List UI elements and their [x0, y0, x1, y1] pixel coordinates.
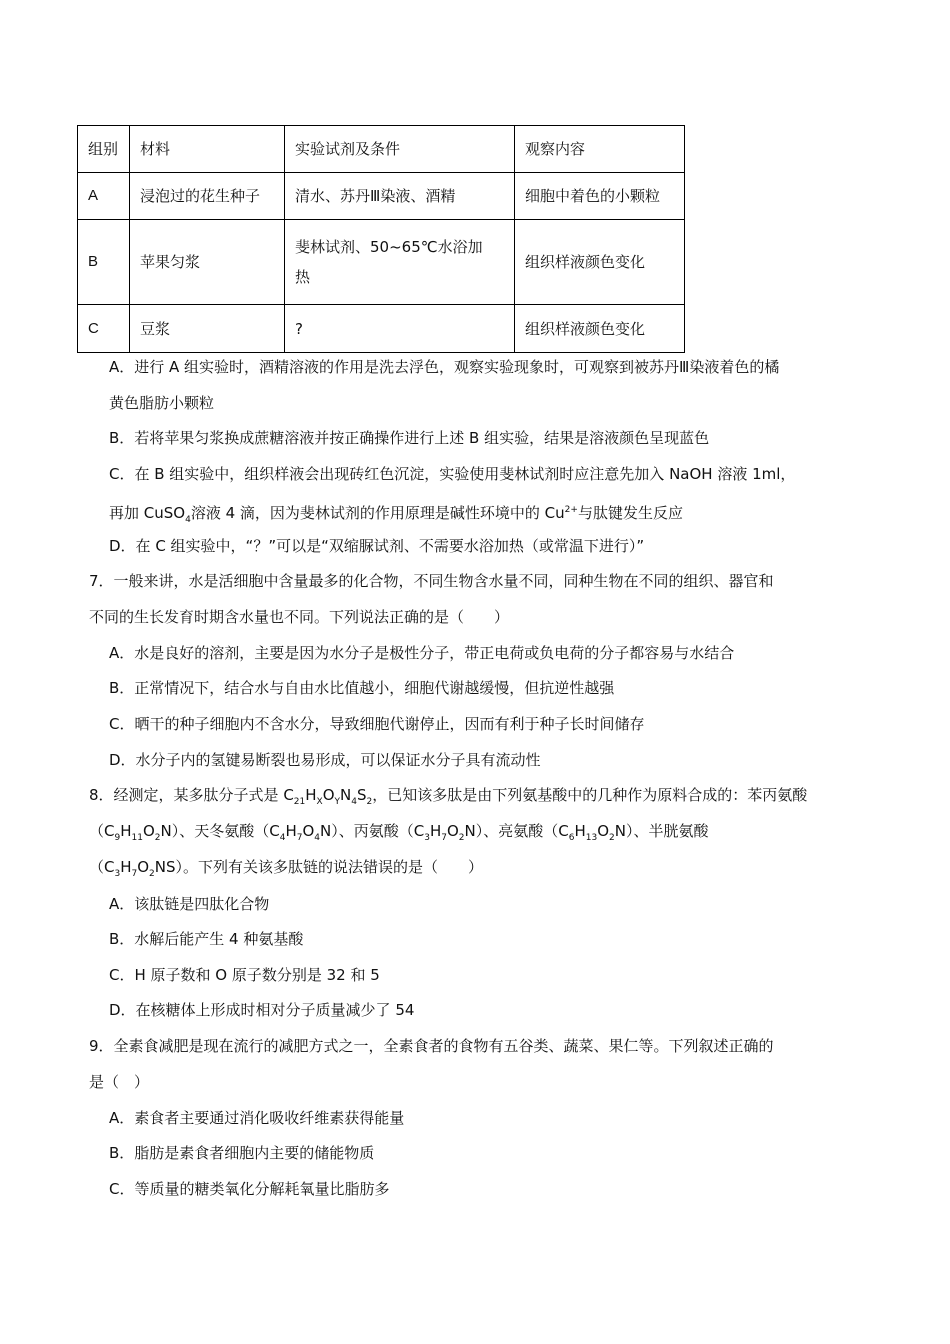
header-material: 材料: [130, 126, 285, 173]
q8-sub: 2: [366, 797, 373, 807]
q6-option-c-line2: [109, 500, 683, 530]
table-header-row: [78, 126, 685, 173]
cell-material: 苹果匀浆: [130, 220, 285, 305]
header-reagent: 实验试剂及条件: [285, 126, 515, 173]
header-group: 组别: [78, 126, 130, 173]
q8-option-b: B．水解后能产生 4 种氨基酸: [109, 930, 304, 948]
q8-sub: X: [316, 797, 323, 807]
q8-sub: 3: [114, 869, 121, 879]
q8-sub: 7: [441, 833, 447, 843]
cell-reagent: 清水、苏丹Ⅲ染液、酒精: [285, 173, 515, 220]
q8-sub: 13: [585, 833, 598, 843]
q8-stem-line1: 8．经测定，某多肽分子式是 $C_{21}H_XO_YN_4S_2$，已知该多肽是由下列氨基酸中的几种作为原料合成的：苯丙氨酸: [89, 786, 808, 807]
q8-text: （C: [398, 822, 425, 840]
q8-option-a: A．该肽链是四肽化合物: [109, 895, 270, 913]
q8-sub: 2: [609, 833, 615, 843]
q8-text: ，已知该多肽是由下列氨基酸中的几种作为原料合成的：苯丙氨酸: [372, 786, 808, 804]
q8-sub: 4: [351, 797, 357, 807]
q8-sub: Y: [334, 797, 341, 807]
q7-option-b: B．正常情况下，结合水与自由水比值越小，细胞代谢越缓慢，但抗逆性越强: [109, 679, 615, 697]
q6-option-d: D．在 C 组实验中，“？”可以是“双缩脲试剂、不需要水浴加热（或常温下进行）”: [109, 537, 645, 555]
table-row: [78, 305, 685, 353]
q8-text: N）、半胱氨酸: [614, 822, 709, 840]
q8-text: （C: [89, 858, 115, 876]
header-observe: 观察内容: [515, 126, 685, 173]
q8-text: N）、丙氨酸: [320, 822, 399, 840]
cell-reagent-line2: 热: [295, 268, 311, 286]
q8-sub: 2: [149, 869, 155, 879]
q8-sub: 2: [458, 833, 465, 843]
cell-reagent: [285, 220, 515, 305]
table-row: [78, 173, 685, 220]
q7-option-a: A．水是良好的溶剂，主要是因为水分子是极性分子，带正电荷或负电荷的分子都容易与水结合: [109, 644, 735, 662]
q7-stem-line2: 不同的生长发育时期含水量也不同。下列说法正确的是（ ）: [89, 608, 510, 626]
q8-option-c: C．H 原子数和 O 原子数分别是 32 和 5: [109, 966, 380, 984]
q8-text: 8．经测定，某多肽分子式是 C: [89, 786, 294, 804]
q6-c-text: 与肽键发生反应: [577, 504, 683, 522]
q8-sub: 4: [314, 833, 321, 843]
q8-text: （C: [543, 822, 569, 840]
cell-group: B: [78, 220, 130, 305]
q8-sub: 21: [293, 797, 306, 807]
cell-group: A: [78, 173, 130, 220]
q8-text: （C: [254, 822, 280, 840]
q8-stem-line3: $(C_3H_7O_2NS)$。下列有关该多肽链的说法错误的是（ ）: [89, 858, 484, 879]
q8-option-d: D．在核糖体上形成时相对分子质量减少了 54: [109, 1001, 415, 1019]
q6-option-b: B．若将苹果匀浆换成蔗糖溶液并按正确操作进行上述 B 组实验，结果是溶液颜色呈现蓝色: [109, 429, 710, 447]
q9-stem-line1: 9．全素食减肥是现在流行的减肥方式之一，全素食者的食物有五谷类、蔬菜、果仁等。下列叙述正确的: [89, 1037, 774, 1055]
q6-option-c-line1: C．在 B 组实验中，组织样液会出现砖红色沉淀，实验使用斐林试剂时应注意先加入 NaOH 溶液 1ml，: [109, 465, 796, 483]
cell-material: 豆浆: [130, 305, 285, 353]
table-row: [78, 220, 685, 305]
q6-option-a-line2: 黄色脂肪小颗粒: [109, 394, 215, 412]
q8-sub: 11: [131, 833, 143, 843]
q8-sub: 2: [154, 833, 161, 843]
q6-c-sup: 2+: [564, 505, 578, 515]
cell-material: 浸泡过的花生种子: [130, 173, 285, 220]
q8-text: N）、天冬氨酸: [160, 822, 255, 840]
q8-sub: 7: [296, 833, 303, 843]
cell-observe: 细胞中着色的小颗粒: [515, 173, 685, 220]
q6-option-a-line1: A．进行 A 组实验时，酒精溶液的作用是洗去浮色，观察实验现象时，可观察到被苏丹Ⅲ染液着色的橘: [109, 358, 780, 376]
q6-c-text: 再加 CuSO: [109, 504, 186, 522]
q9-option-c: C．等质量的糖类氧化分解耗氧量比脂肪多: [109, 1180, 390, 1198]
q8-text: NS）。下列有关该多肽链的说法错误的是（ ）: [154, 858, 484, 876]
experiment-table: [77, 125, 685, 353]
cell-observe: 组织样液颜色变化: [515, 220, 685, 305]
q9-option-b: B．脂肪是素食者细胞内主要的储能物质: [109, 1144, 375, 1162]
cell-reagent-line1: 斐林试剂、50~65℃水浴加: [295, 238, 483, 256]
q7-stem-line1: 7．一般来讲，水是活细胞中含量最多的化合物，不同生物含水量不同，同种生物在不同的组织、器官和: [89, 572, 774, 590]
q8-sub: 4: [279, 833, 286, 843]
q7-option-d: D．水分子内的氢键易断裂也易形成，可以保证水分子具有流动性: [109, 751, 541, 769]
q8-text: （C: [89, 822, 115, 840]
q8-sub: 6: [568, 833, 575, 843]
q9-stem-line2: 是（ ）: [89, 1073, 150, 1091]
cell-observe: 组织样液颜色变化: [515, 305, 685, 353]
cell-group: C: [78, 305, 130, 353]
q6-c-text: 溶液 4 滴，因为斐林试剂的作用原理是碱性环境中的 Cu: [190, 504, 565, 522]
cell-reagent: ?: [285, 305, 515, 353]
q6-c-sub: 4: [185, 515, 191, 525]
q7-option-c: C．晒干的种子细胞内不含水分，导致细胞代谢停止，因而有利于种子长时间储存: [109, 715, 645, 733]
q8-text: N）、亮氨酸: [464, 822, 544, 840]
q9-option-a: A．素食者主要通过消化吸收纤维素获得能量: [109, 1109, 405, 1127]
q8-sub: 9: [114, 833, 121, 843]
q8-stem-line2: $(C_9H_{11}O_2N)$、天冬氨酸$(C_4H_7O_4N)$、丙氨酸$(C_3H_7O_2N)$、亮氨酸$(C_6H_{13}O_2N)$、半胱氨酸: [89, 822, 709, 843]
q8-sub: 3: [424, 833, 430, 843]
q8-sub: 7: [131, 869, 138, 879]
